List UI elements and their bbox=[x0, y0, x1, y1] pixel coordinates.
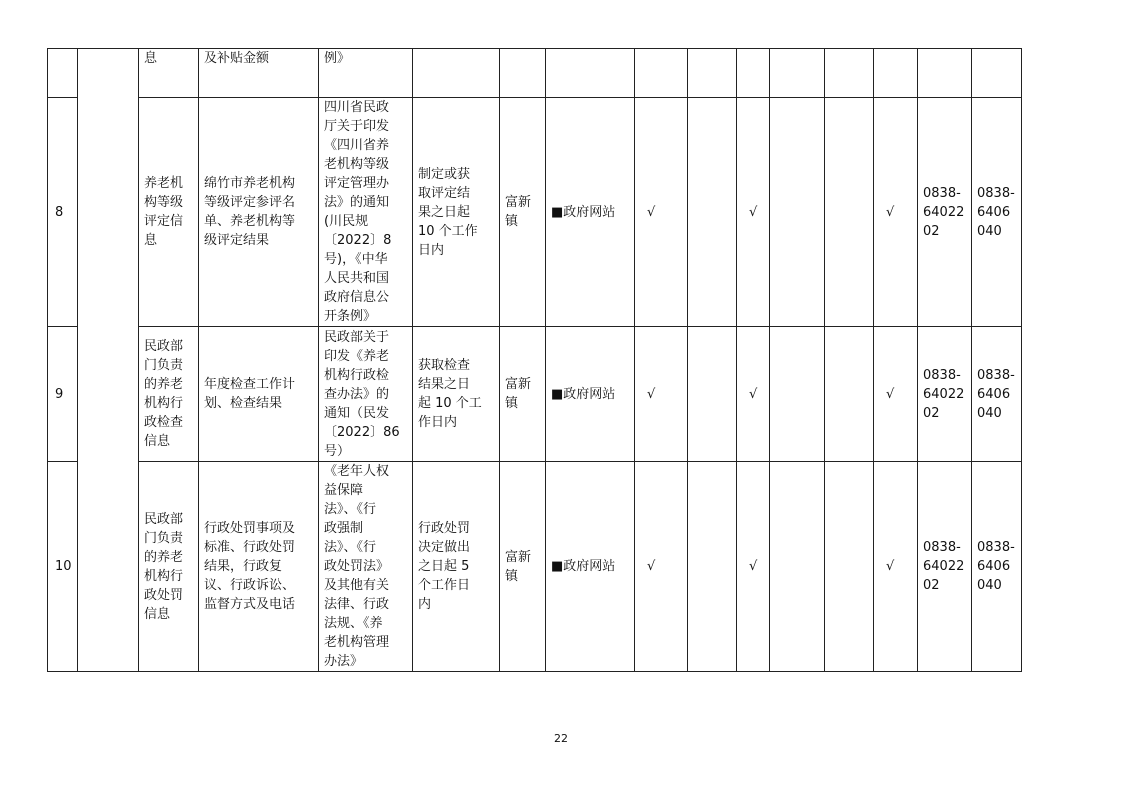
table-row bbox=[48, 462, 1022, 672]
content-cell: 行政处罚事项及 标准、行政处罚 结果，行政复 议、行政诉讼、 监督方式及电话 bbox=[199, 462, 319, 672]
subject-cell: 富新 镇 bbox=[500, 462, 546, 672]
basis-cell: 例》 bbox=[319, 49, 413, 98]
check-cell: √ bbox=[874, 98, 918, 327]
check-cell bbox=[688, 462, 737, 672]
row-number: 10 bbox=[48, 462, 78, 672]
page-number: 22 bbox=[554, 732, 568, 745]
basis-cell: 四川省民政 厅关于印发 《四川省养 老机构等级 评定管理办 法》的通知 (川民规 〔2022〕8 号)，《中华 人民共和国 政府信息公 开条例》 bbox=[319, 98, 413, 327]
content-cell: 绵竹市养老机构 等级评定参评名 单、养老机构等 级评定结果 bbox=[199, 98, 319, 327]
item-cell: 民政部 门负责 的养老 机构行 政处罚 信息 bbox=[139, 462, 199, 672]
channel-cell: ■政府网站 bbox=[546, 462, 635, 672]
time-limit-cell: 行政处罚 决定做出 之日起 5 个工作日 内 bbox=[413, 462, 500, 672]
phone-cell: 0838- 6406 040 bbox=[972, 462, 1022, 672]
content-cell: 年度检查工作计 划、检查结果 bbox=[199, 327, 319, 462]
disclosure-table bbox=[47, 48, 1022, 672]
check-cell bbox=[688, 98, 737, 327]
category-cell bbox=[78, 49, 139, 672]
channel-cell: ■政府网站 bbox=[546, 98, 635, 327]
phone-cell: 0838- 64022 02 bbox=[918, 327, 972, 462]
check-cell bbox=[770, 49, 825, 98]
check-cell bbox=[688, 327, 737, 462]
check-cell bbox=[770, 327, 825, 462]
row-number: 9 bbox=[48, 327, 78, 462]
phone-cell: 0838- 64022 02 bbox=[918, 98, 972, 327]
check-cell bbox=[825, 462, 874, 672]
table-row bbox=[48, 49, 1022, 98]
check-cell bbox=[635, 49, 688, 98]
phone-cell bbox=[972, 49, 1022, 98]
check-cell bbox=[737, 49, 770, 98]
check-cell bbox=[825, 98, 874, 327]
phone-cell: 0838- 6406 040 bbox=[972, 98, 1022, 327]
check-cell: √ bbox=[874, 327, 918, 462]
check-cell: √ bbox=[635, 462, 688, 672]
subject-cell: 富新 镇 bbox=[500, 98, 546, 327]
time-limit-cell: 获取检查 结果之日 起 10 个工 作日内 bbox=[413, 327, 500, 462]
phone-cell bbox=[918, 49, 972, 98]
time-limit-cell bbox=[413, 49, 500, 98]
content-cell: 及补贴金额 bbox=[199, 49, 319, 98]
check-cell: √ bbox=[737, 98, 770, 327]
row-number: 8 bbox=[48, 98, 78, 327]
check-cell: √ bbox=[874, 462, 918, 672]
table-row bbox=[48, 327, 1022, 462]
check-cell bbox=[770, 98, 825, 327]
check-cell: √ bbox=[737, 462, 770, 672]
check-cell bbox=[825, 327, 874, 462]
check-cell: √ bbox=[737, 327, 770, 462]
basis-cell: 民政部关于 印发《养老 机构行政检 查办法》的 通知（民发 〔2022〕86 号） bbox=[319, 327, 413, 462]
check-cell bbox=[770, 462, 825, 672]
subject-cell bbox=[500, 49, 546, 98]
time-limit-cell: 制定或获 取评定结 果之日起 10 个工作 日内 bbox=[413, 98, 500, 327]
check-cell: √ bbox=[635, 98, 688, 327]
subject-cell: 富新 镇 bbox=[500, 327, 546, 462]
phone-cell: 0838- 64022 02 bbox=[918, 462, 972, 672]
check-cell bbox=[825, 49, 874, 98]
item-cell: 民政部 门负责 的养老 机构行 政检查 信息 bbox=[139, 327, 199, 462]
check-cell bbox=[874, 49, 918, 98]
phone-cell: 0838- 6406 040 bbox=[972, 327, 1022, 462]
channel-cell bbox=[546, 49, 635, 98]
check-cell bbox=[688, 49, 737, 98]
basis-cell: 《老年人权 益保障 法》、《行 政强制 法》、《行 政处罚法》 及其他有关 法律、行政 法规、《养 老机构管理 办法》 bbox=[319, 462, 413, 672]
item-cell: 息 bbox=[139, 49, 199, 98]
channel-cell: ■政府网站 bbox=[546, 327, 635, 462]
check-cell: √ bbox=[635, 327, 688, 462]
row-number bbox=[48, 49, 78, 98]
item-cell: 养老机 构等级 评定信 息 bbox=[139, 98, 199, 327]
table-row bbox=[48, 98, 1022, 327]
